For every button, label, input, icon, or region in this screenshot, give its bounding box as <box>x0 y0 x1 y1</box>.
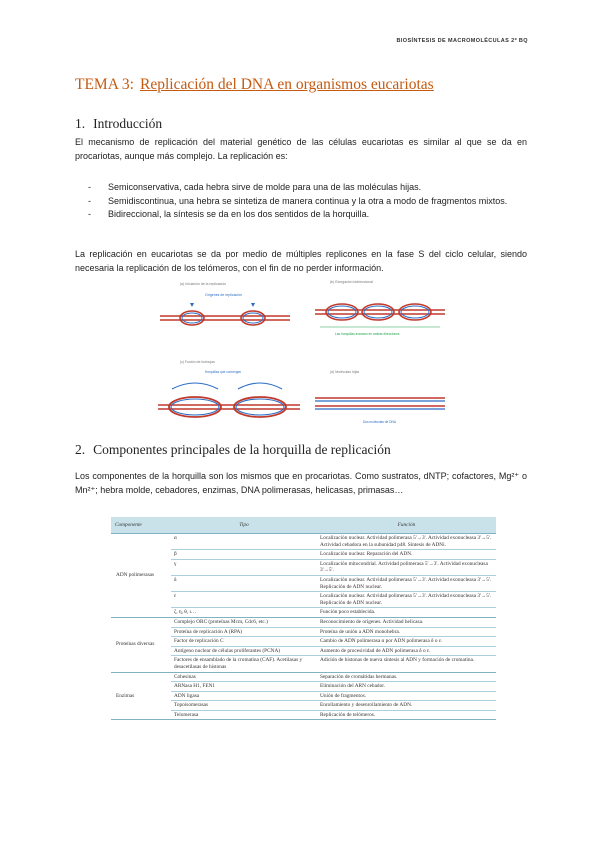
cell-tipo: ADN ligasa <box>171 691 317 701</box>
list-item <box>88 195 528 209</box>
cell-tipo: Topoisomerasas <box>171 701 317 711</box>
section-2-heading <box>75 442 391 458</box>
table-row <box>111 617 496 627</box>
title-prefix: TEMA 3: <box>75 76 134 93</box>
section-2-number: 2. <box>75 442 86 457</box>
cell-funcion: Proteína de unión a ADN monohebra. <box>317 627 496 637</box>
cell-tipo: ζ, η, θ, ι… <box>171 608 317 618</box>
cell-funcion: Localización nuclear. Actividad polimerasa 5'→3'. Actividad exonucleasa 3'→5'. Replicación de ADN nuclear. <box>317 575 496 591</box>
bullet-marker: - <box>88 195 91 206</box>
list-item-text: Semidiscontinua, una hebra se sintetiza de manera continua y la otra a modo de fragmentos mixtos. <box>108 195 508 206</box>
cell-tipo: Cohesinas <box>171 672 317 682</box>
cell-funcion: Localización nuclear. Actividad polimerasa 5'→3'. Actividad exonucleasa 3'→5'. Replicación de ADN nuclear. <box>317 592 496 608</box>
section-1-number: 1. <box>75 116 86 131</box>
panel-c-dna <box>158 383 300 417</box>
replicons-paragraph: La replicación en eucariotas se da por medio de múltiples replicones en la fase S del ciclo celular, siendo necesaria la replicación de los telómeros, con el fin de no perder información. <box>75 249 527 273</box>
bullet-marker: - <box>88 209 91 219</box>
list-item <box>88 208 528 222</box>
group-proteinas: Proteínas diversas <box>111 617 171 672</box>
replication-bubbles-diagram <box>150 277 450 437</box>
cell-tipo: γ <box>171 559 317 575</box>
list-item <box>88 181 528 195</box>
cell-funcion: Localización nuclear. Reparación del ADN. <box>317 550 496 560</box>
header-funcion: Función <box>317 517 496 534</box>
section-1-title: Introducción <box>93 116 163 131</box>
table-row <box>111 534 496 550</box>
bullet-marker: - <box>88 182 91 192</box>
components-paragraph: Los componentes de la horquilla son los mismos que en procariotas. Como sustratos, dNTP; cofactores, Mg²⁺ o Mn²⁺; hebra molde, cebadores, enzimas, DNA polimerasas, helicasas, primasas… <box>75 471 527 495</box>
cell-funcion: Aumento de procesividad de ADN polimerasa δ o ε. <box>317 646 496 656</box>
cell-funcion: Reconocimiento de orígenes. Actividad helicasa. <box>317 617 496 627</box>
header-tipo: Tipo <box>171 517 317 534</box>
cell-tipo: α <box>171 534 317 550</box>
cell-tipo: Factores de ensamblado de la cromatina (CAF). Acetilasas y desacetilasas de histonas <box>171 656 317 672</box>
replication-properties-list <box>88 181 528 222</box>
cell-funcion: Unión de fragmentos. <box>317 691 496 701</box>
group-enzimas: Enzimas <box>111 672 171 720</box>
panel-a-dna <box>160 303 290 325</box>
table-header-row <box>111 517 496 534</box>
list-item-text: Semiconservativa, cada hebra sirve de molde para una de las moléculas hijas. <box>108 182 422 192</box>
panel-c-note: Horquillas que convergen <box>205 370 242 374</box>
section-1-heading <box>75 116 162 132</box>
cell-tipo: Proteína de replicación A (RPA) <box>171 627 317 637</box>
cell-funcion: Replicación de telómeros. <box>317 710 496 720</box>
panel-b-dna <box>315 304 445 327</box>
panel-d-note: Dos moléculas de DNA <box>363 420 396 424</box>
cell-tipo: β <box>171 550 317 560</box>
group-polimerasas: ADN polimerasas <box>111 534 171 618</box>
cell-funcion: Enrollamiento y desenrollamiento de ADN. <box>317 701 496 711</box>
running-header: BIOSÍNTESIS DE MACROMOLÉCULAS 2º BQ <box>396 38 528 44</box>
cell-funcion: Separación de cromátidas hermanas. <box>317 672 496 682</box>
cell-tipo: Antígeno nuclear de células proliferantes (PCNA) <box>171 646 317 656</box>
panel-b-note: Las horquillas avanzan en ambas direcciones <box>335 332 400 336</box>
panel-a-sublabel: Orígenes de replicación <box>205 293 242 297</box>
cell-funcion: Localización mitocondrial. Actividad polimerasa 5'→3'. Actividad exonucleasa 3'→5'. <box>317 559 496 575</box>
section-2-title: Componentes principales de la horquilla de replicación <box>93 442 391 457</box>
title-text: Replicación del DNA en organismos eucariotas <box>140 76 434 93</box>
panel-a-label: (a) Iniciación de la replicación <box>180 282 227 286</box>
page-title <box>75 76 434 94</box>
replication-figure <box>150 277 450 437</box>
header-componente: Componente <box>111 517 171 534</box>
panel-d-dna <box>315 398 445 409</box>
cell-funcion: Adición de histonas de nueva síntesis al ADN y formación de cromatina. <box>317 656 496 672</box>
cell-tipo: Factor de replicación C <box>171 637 317 647</box>
cell-funcion: Función poco establecida. <box>317 608 496 618</box>
panel-b-label: (b) Elongación bidireccional <box>330 280 373 284</box>
components-table <box>111 517 496 720</box>
cell-tipo: Telomerasa <box>171 710 317 720</box>
cell-tipo: Complejo ORC (proteínas Mcm, Cdc6, etc.) <box>171 617 317 627</box>
table-row <box>111 672 496 682</box>
cell-tipo: ARNasa H1, FEN1 <box>171 682 317 692</box>
list-item-text: Bidireccional, la síntesis se da en los dos sentidos de la horquilla. <box>108 209 370 219</box>
cell-funcion: Eliminación del ARN cebador. <box>317 682 496 692</box>
intro-paragraph: El mecanismo de replicación del material genético de las células eucariotas es similar al que se da en procariotas, aunque más complejo. La replicación es: <box>75 137 527 161</box>
panel-d-label: (d) Moléculas hijas <box>330 370 360 374</box>
cell-funcion: Localización nuclear. Actividad polimerasa 5'→3'. Actividad exonucleasa 3'→5'. Actividad cebadora en la subunidad p48. Síntesis de ADNi. <box>317 534 496 550</box>
panel-c-label: (c) Fusión de burbujas <box>180 360 215 364</box>
cell-funcion: Cambio de ADN polimerasa α por ADN polimerasa δ o ε. <box>317 637 496 647</box>
cell-tipo: δ <box>171 575 317 591</box>
cell-tipo: ε <box>171 592 317 608</box>
